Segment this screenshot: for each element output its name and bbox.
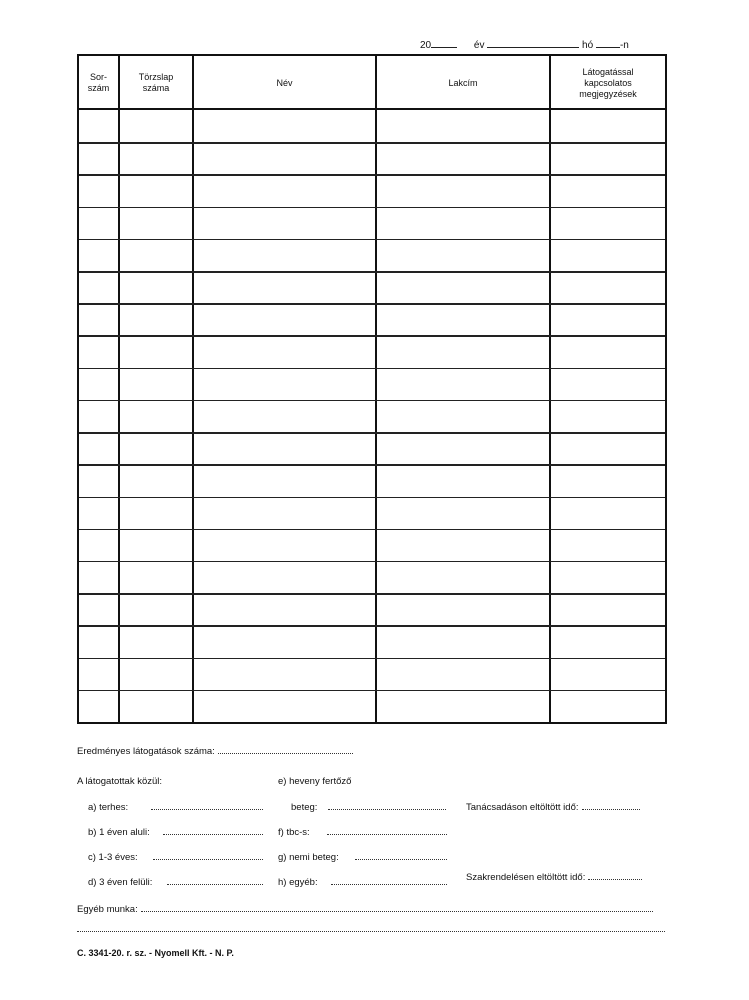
table-row[interactable]: [79, 112, 665, 141]
item-infectious-label: e) heveny fertőző: [278, 776, 352, 787]
successful-visits-field[interactable]: [218, 744, 353, 754]
header-divider: [79, 108, 665, 110]
date-prefix: 20: [420, 40, 432, 51]
year-blank[interactable]: [431, 38, 457, 48]
visited-label: A látogatottak közül:: [77, 776, 163, 787]
item-tbc-label: f) tbc-s:: [278, 827, 310, 838]
item-pregnant-row: [88, 800, 263, 813]
table-row[interactable]: [79, 434, 665, 463]
specialist-time-label: Szakrendelésen eltöltött idő:: [466, 872, 586, 883]
item-under1-row: [88, 825, 263, 838]
table-row[interactable]: [79, 176, 665, 205]
item-other-label: h) egyéb:: [278, 877, 318, 888]
table-row[interactable]: [79, 692, 665, 721]
other-work-label: Egyéb munka:: [77, 904, 138, 915]
date-suffix: -n: [619, 40, 629, 51]
counseling-time-field[interactable]: [582, 800, 640, 810]
item-over3-label: d) 3 éven felüli:: [88, 877, 153, 888]
header-address: Lakcím: [448, 77, 478, 88]
successful-visits-label: Eredményes látogatások száma:: [77, 746, 215, 757]
item-std-label: g) nemi beteg:: [278, 852, 339, 863]
table-row[interactable]: [79, 595, 665, 624]
form-code: C. 3341-20. r. sz. - Nyomell Kft. - N. P.: [77, 948, 234, 958]
other-work-row-2: [77, 922, 665, 935]
other-work-field[interactable]: [141, 902, 653, 912]
year-label: év: [473, 40, 485, 51]
month-blank[interactable]: [487, 38, 579, 48]
item-pregnant-field[interactable]: [151, 800, 263, 810]
table-row[interactable]: [79, 337, 665, 366]
header-record-number: Törzslap száma: [138, 72, 174, 93]
item-tbc-row: [278, 825, 447, 838]
item-infectious-patient-label: beteg:: [291, 802, 318, 813]
item-other-row: [278, 875, 447, 888]
item-under1-label: b) 1 éven aluli:: [88, 827, 150, 838]
table-row[interactable]: [79, 466, 665, 495]
table-row[interactable]: [79, 402, 665, 431]
item-infectious-row: [291, 800, 446, 813]
table-row[interactable]: [79, 627, 665, 656]
table-row[interactable]: [79, 531, 665, 560]
table-row[interactable]: [79, 563, 665, 592]
item-over3-field[interactable]: [167, 875, 263, 885]
counseling-time-row: [466, 800, 640, 813]
item-std-field[interactable]: [355, 850, 447, 860]
item-under1-field[interactable]: [163, 825, 263, 835]
item-std-row: [278, 850, 447, 863]
visit-table: [77, 54, 667, 724]
item-pregnant-label: a) terhes:: [88, 802, 129, 813]
item-tbc-field[interactable]: [327, 825, 447, 835]
table-row[interactable]: [79, 305, 665, 334]
day-blank[interactable]: [596, 38, 620, 48]
specialist-time-field[interactable]: [588, 870, 642, 880]
counseling-time-label: Tanácsadáson eltöltött idő:: [466, 802, 579, 813]
header-remarks: Látogatással kapcsolatos megjegyzések: [579, 66, 637, 99]
item-over3-row: [88, 875, 263, 888]
header-name: Név: [276, 77, 293, 88]
date-line: [420, 38, 629, 51]
specialist-time-row: [466, 870, 642, 883]
item-infectious-field[interactable]: [328, 800, 446, 810]
table-row[interactable]: [79, 660, 665, 689]
header-row-number: Sor- szám: [87, 72, 110, 93]
table-row[interactable]: [79, 273, 665, 302]
successful-visits-row: [77, 744, 353, 757]
item-1to3-label: c) 1-3 éves:: [88, 852, 138, 863]
table-row[interactable]: [79, 144, 665, 173]
item-1to3-row: [88, 850, 263, 863]
item-other-field[interactable]: [331, 875, 447, 885]
month-label: hó: [582, 40, 594, 51]
table-row[interactable]: [79, 241, 665, 270]
other-work-field-2[interactable]: [77, 922, 665, 932]
table-row[interactable]: [79, 209, 665, 238]
table-row[interactable]: [79, 499, 665, 528]
table-row[interactable]: [79, 370, 665, 399]
item-1to3-field[interactable]: [153, 850, 263, 860]
other-work-row: [77, 902, 653, 915]
